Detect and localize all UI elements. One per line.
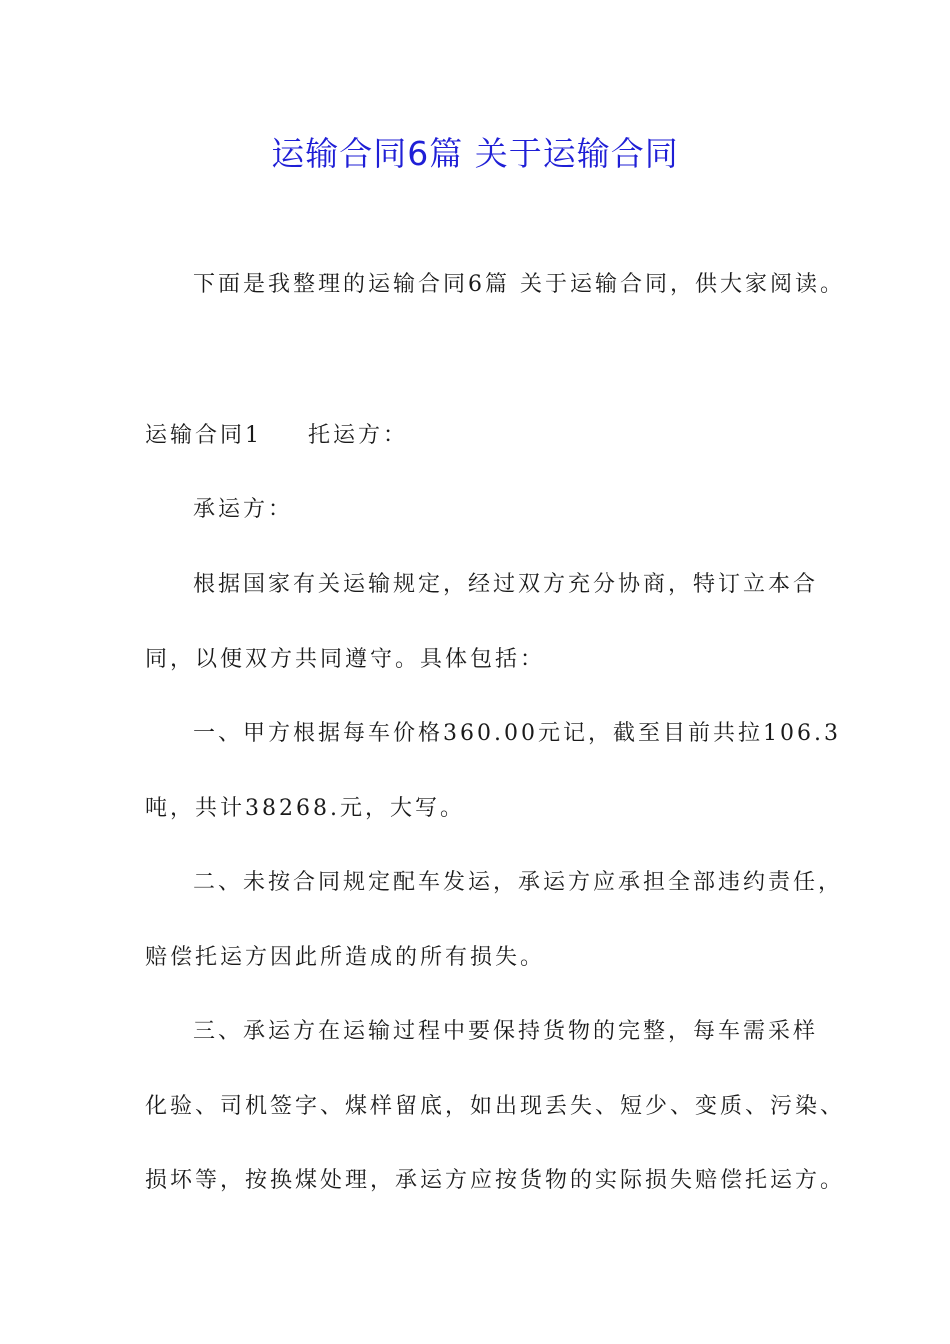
body-line-1: 根据国家有关运输规定，经过双方充分协商，特订立本合 [193, 572, 819, 597]
clause-two-line-2: 赔偿托运方因此所造成的所有损失。 [145, 945, 546, 970]
clause-three-line-1: 三、承运方在运输过程中要保持货物的完整，每车需采样 [193, 1019, 819, 1044]
carrier-label: 承运方： [193, 497, 294, 522]
intro-paragraph: 下面是我整理的运输合同6篇 关于运输合同，供大家阅读。 [193, 272, 845, 297]
section-heading: 运输合同1 [145, 423, 262, 448]
section-heading-line [145, 421, 815, 451]
shipper-label: 托运方： [308, 423, 409, 448]
body-line-2: 同，以便双方共同遵守。具体包括： [145, 647, 546, 672]
clause-three-line-2: 化验、司机签字、煤样留底，如出现丢失、短少、变质、污染、 [145, 1094, 846, 1119]
document-title: 运输合同6篇 关于运输合同 [271, 134, 679, 173]
clause-one-line-2: 吨，共计38268.元，大写。 [145, 796, 465, 821]
clause-one-line-1: 一、甲方根据每车价格360.00元记，截至目前共拉106.3 [193, 721, 841, 746]
clause-three-line-3: 损坏等，按换煤处理，承运方应按货物的实际损失赔偿托运方。 [145, 1168, 846, 1193]
clause-two-line-1: 二、未按合同规定配车发运，承运方应承担全部违约责任， [193, 870, 844, 895]
